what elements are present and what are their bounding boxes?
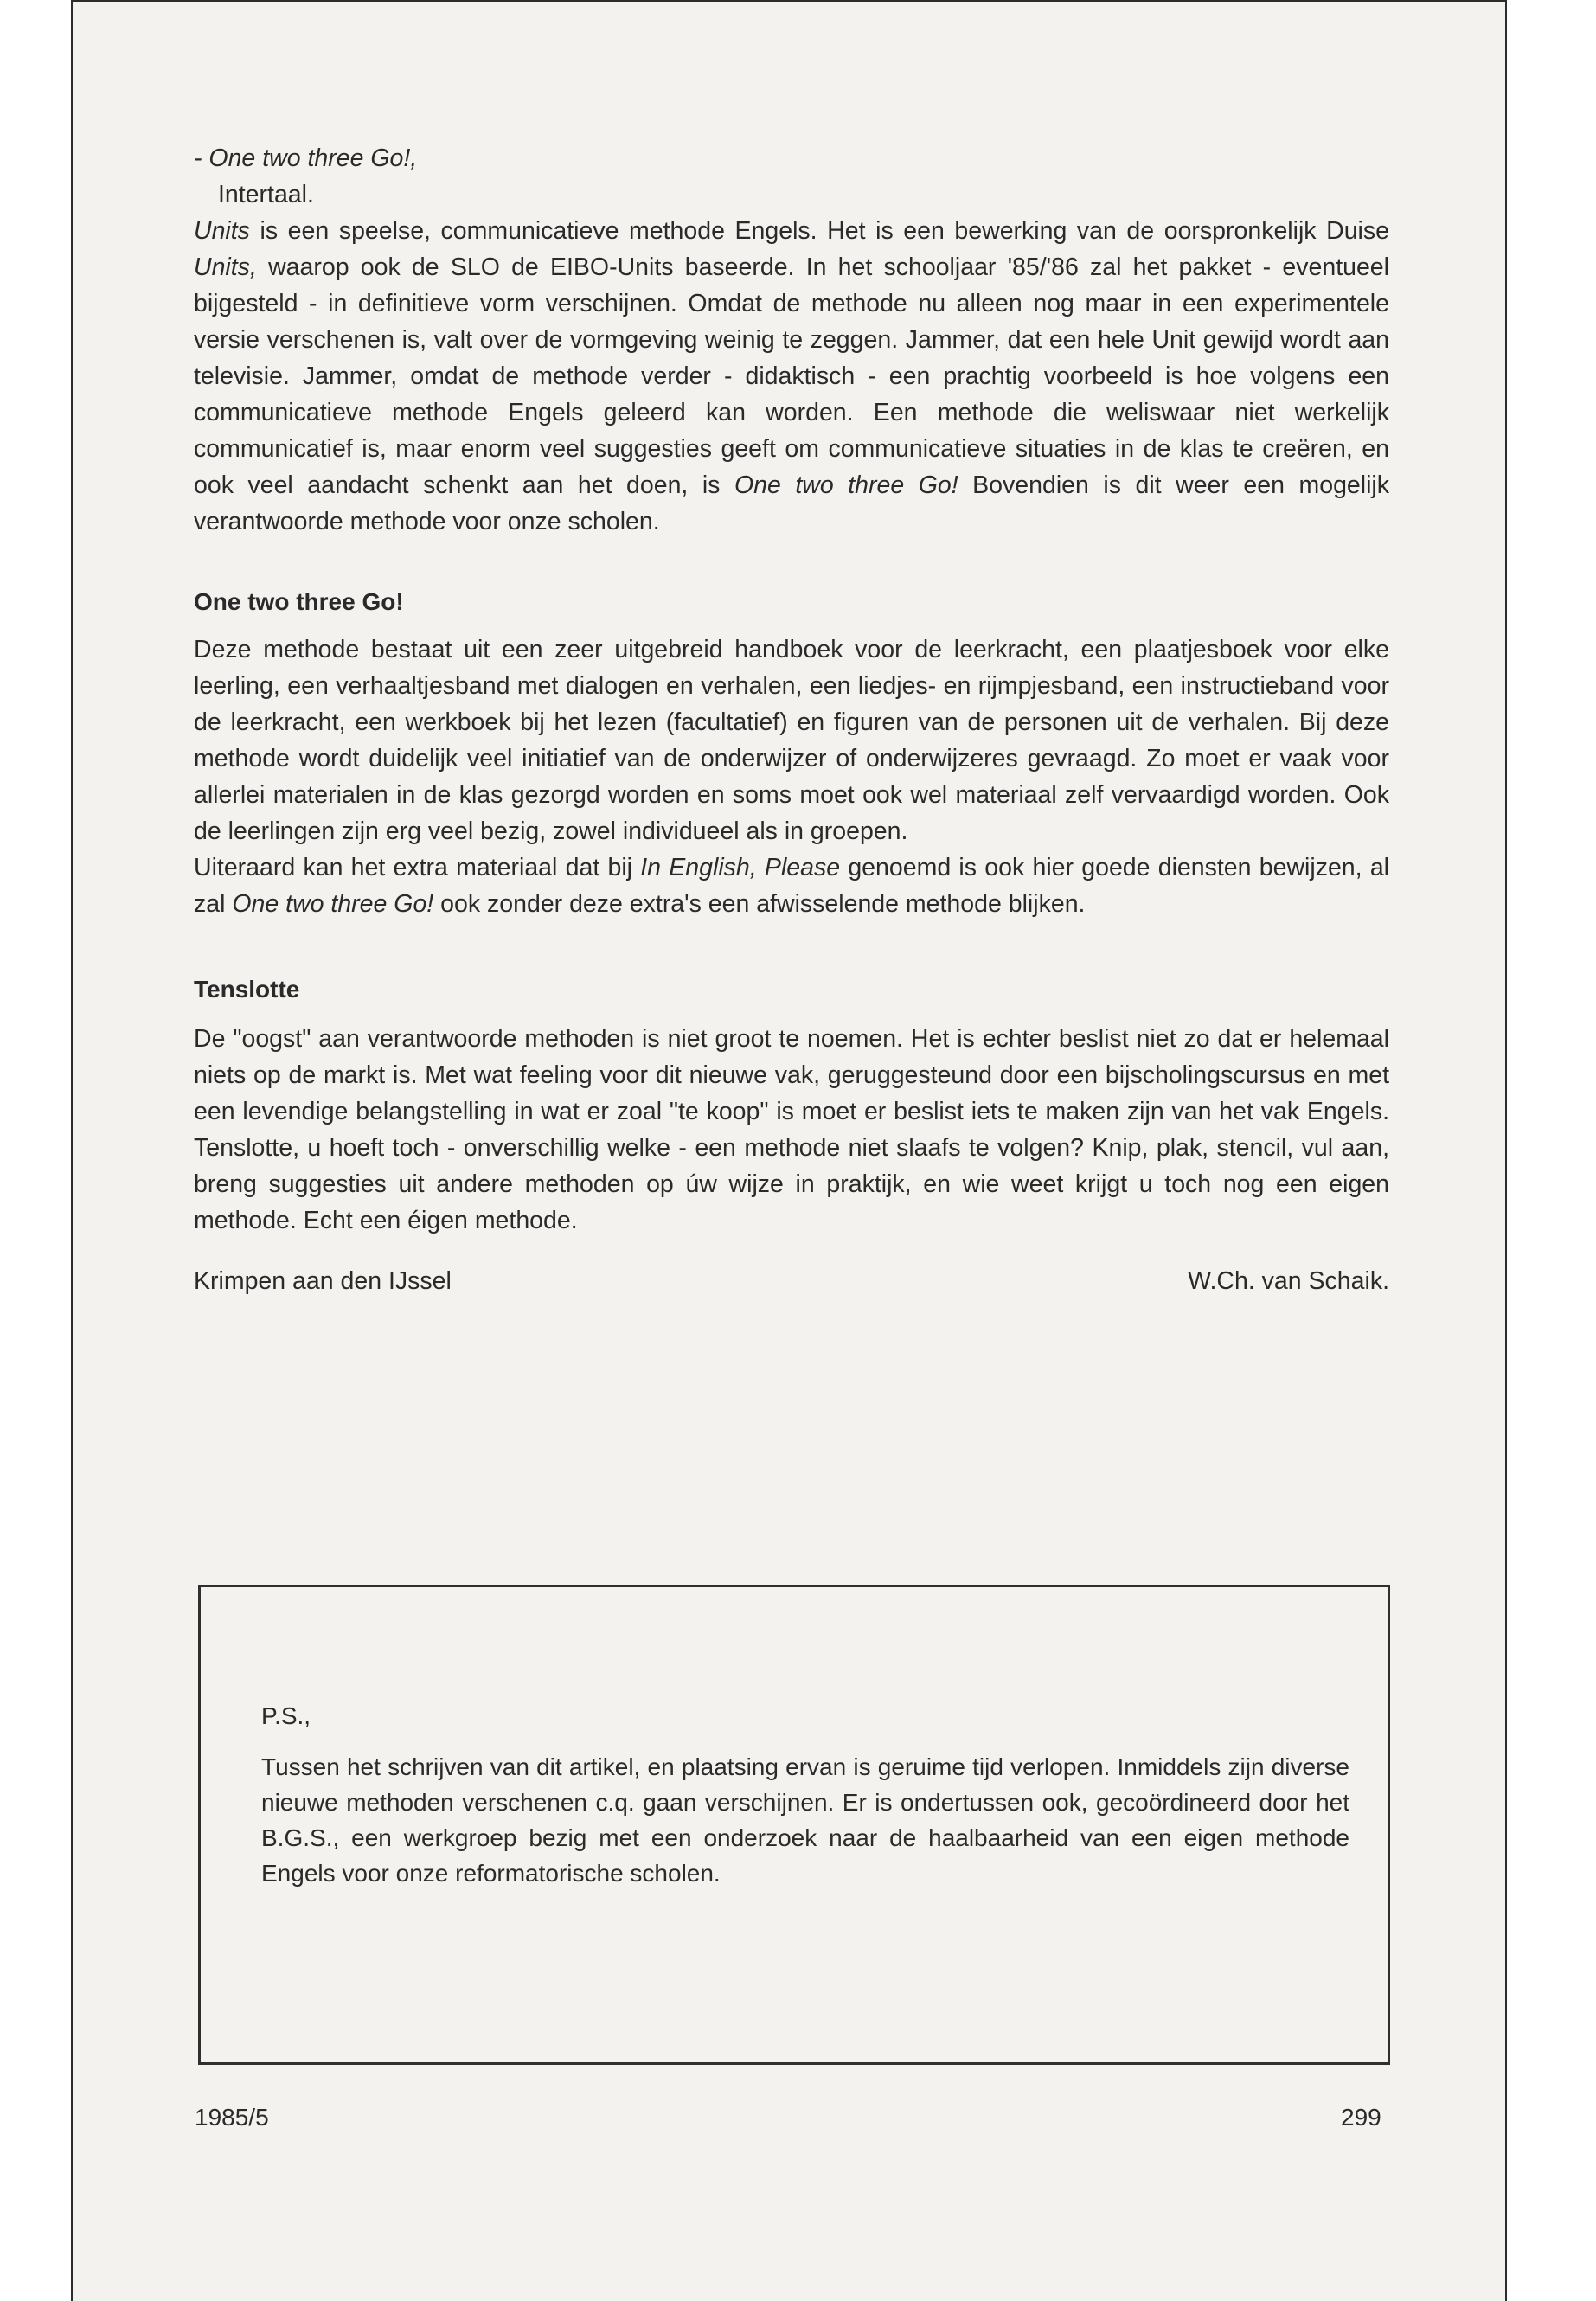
article-body (194, 140, 1389, 1299)
author-name: W.Ch. van Schaik. (1188, 1267, 1389, 1295)
units-paragraph: Units is een speelse, communicatieve methode Engels. Het is een bewerking van de oorspronkelijk Duise Units, waarop ook de SLO de EIBO-Units baseerde. In het schooljaar '85/'86 zal het pakket - eventueel bijgesteld - in definitieve vorm verschijnen. Omdat de methode nu alleen nog maar in een experimentele versie verschenen is, valt over de vormgeving weinig te zeggen. Jammer, dat een hele Unit gewijd wordt aan televisie. Jammer, omdat de methode verder - didaktisch - een prachtig voorbeeld is hoe volgens een communicatieve methode Engels geleerd kan worden. Een methode die weliswaar niet werkelijk communicatief is, maar enorm veel suggesties geeft om communicatieve situaties in de klas te creëren, en ook veel aandacht schenkt aan het doen, is One two three Go! Bovendien is dit weer een mogelijk verantwoorde methode voor onze scholen. (194, 217, 1390, 535)
postscript-label: P.S., (261, 1702, 311, 1729)
signature-row (194, 1263, 1389, 1299)
page-number: 299 (1341, 2104, 1381, 2131)
section-heading-tenslotte: Tenslotte (194, 976, 300, 1003)
place-name: Krimpen aan den IJssel (194, 1267, 452, 1295)
section-heading-one-two-three-go: One two three Go! (194, 588, 404, 615)
postscript-content (261, 1698, 1349, 1891)
postscript-box (198, 1585, 1390, 2065)
extra-material-paragraph: Uiteraard kan het extra materiaal dat bij In English, Please genoemd is ook hier goede diensten bewijzen, al zal One two three Go! ook zonder deze extra's een afwisselende methode blijken. (194, 854, 1389, 918)
issue-number: 1985/5 (195, 2104, 269, 2131)
conclusion-paragraph: De "oogst" aan verantwoorde methoden is niet groot te noemen. Het is echter beslist niet zo dat er helemaal niets op de markt is. Met wat feeling voor dit nieuwe vak, geruggesteund door een bijscholingscursus en met een levendige belangstelling in wat er zoal "te koop" is moet er beslist iets te maken zijn van het vak Engels. Tenslotte, u hoeft toch - onverschillig welke - een methode niet slaafs te volgen? Knip, plak, stencil, vul aan, breng suggesties uit andere methoden op úw wijze in praktijk, en wie weet krijgt u toch nog een eigen methode. Echt een éigen methode. (194, 1025, 1389, 1234)
postscript-text: Tussen het schrijven van dit artikel, en plaatsing ervan is geruime tijd verlopen. Inmiddels zijn diverse nieuwe methoden verschenen c.q. gaan verschijnen. Er is ondertussen ook, gecoördineerd door het B.G.S., een werkgroep bezig met een onderzoek naar de haalbaarheid van een eigen methode Engels voor onze reformatorische scholen. (261, 1753, 1349, 1887)
method-description-paragraph: Deze methode bestaat uit een zeer uitgebreid handboek voor de leerkracht, een plaatjesboek voor elke leerling, een verhaaltjesband met dialogen en verhalen, een liedjes- en rijmpjesband, een instructieband voor de leerkracht, een werkboek bij het lezen (facultatief) en figuren van de personen uit de verhalen. Bij deze methode wordt duidelijk veel initiatief van de onderwijzer of onderwijzeres gevraagd. Zo moet er vaak voor allerlei materialen in de klas gezorgd worden en soms moet ook wel materiaal zelf vervaardigd worden. Ook de leerlingen zijn erg veel bezig, zowel individueel als in groepen. (194, 636, 1389, 845)
method-title-line: - One two three Go!, (194, 144, 418, 172)
publisher-line: Intertaal. (218, 181, 314, 208)
